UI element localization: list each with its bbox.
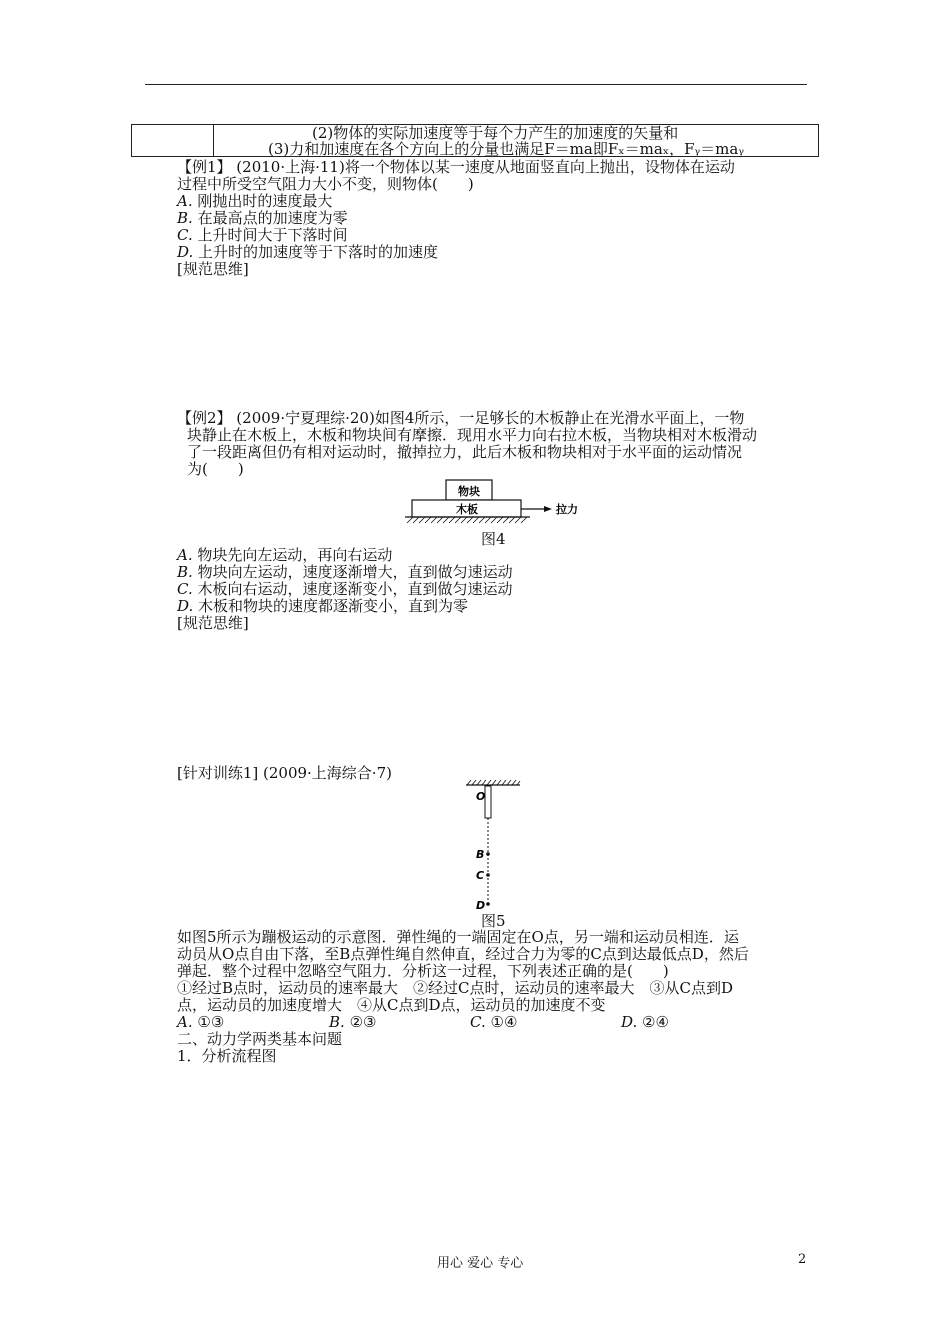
training1-line3: 弹起．整个过程中忽略空气阻力．分析这一过程，下列表述正确的是( ): [177, 962, 669, 980]
example1-line1: 【例1】 (2010·上海·11)将一个物体以某一速度从地面竖直向上抛出，设物体在运动: [177, 158, 735, 176]
figure-5: [463, 778, 523, 913]
example1-option-b: B. 在最高点的加速度为零: [177, 209, 348, 227]
section2-item1: 1．分析流程图: [177, 1047, 277, 1065]
point-b: [486, 852, 490, 856]
footer-slogan: 用心 爱心 专心: [437, 1256, 524, 1271]
force-label: 拉力: [556, 503, 578, 516]
figure-5-caption: 图5: [481, 912, 506, 930]
point-d: [486, 902, 490, 906]
example2-option-b: B. 物块向左运动，速度逐渐增大，直到做匀速运动: [177, 563, 513, 581]
page-number: 2: [798, 1252, 807, 1267]
training1-line1: 如图5所示为蹦极运动的示意图．弹性绳的一端固定在O点，另一端和运动员相连．运: [177, 928, 739, 946]
training1-header: [针对训练1] (2009·上海综合·7): [177, 764, 392, 782]
example2-thinking: [规范思维]: [177, 614, 249, 632]
figure-4: [400, 476, 600, 526]
training1-option-c: C. ①④: [470, 1013, 518, 1031]
training1-option-a: A. ①③: [177, 1013, 225, 1031]
training1-option-d: D. ②④: [621, 1013, 669, 1031]
force-arrow-head: [544, 506, 552, 512]
example1-line2: 过程中所受空气阻力大小不变，则物体( ): [177, 175, 474, 193]
example2-line4: 为( ): [187, 460, 244, 478]
header-rule: [145, 84, 807, 85]
table-column-divider: [213, 125, 214, 156]
label-o: O: [476, 790, 486, 803]
jumper-rect: [485, 786, 491, 818]
example2-line2: 块静止在木板上，木板和物块间有摩擦．现用水平力向右拉木板，当物块相对木板滑动: [187, 426, 758, 444]
example1-thinking: [规范思维]: [177, 260, 249, 278]
board-label: 木板: [456, 503, 478, 516]
figure-4-caption: 图4: [481, 530, 506, 548]
example1-option-a: A. 刚抛出时的速度最大: [177, 192, 333, 210]
table-row-3: (3)力和加速度在各个方向上的分量也满足F＝ma即Fₓ＝maₓ，Fᵧ＝maᵧ: [268, 140, 744, 158]
example2-line3: 了一段距离但仍有相对运动时，撤掉拉力，此后木板和物块相对于水平面的运动情况: [187, 443, 743, 461]
training1-line5: 点，运动员的加速度增大 ④从C点到D点，运动员的加速度不变: [177, 996, 606, 1014]
example2-option-a: A. 物块先向左运动，再向右运动: [177, 546, 393, 564]
section2-title: 二、动力学两类基本问题: [177, 1030, 343, 1048]
ceiling-hatch: [467, 780, 520, 785]
table-row-2: (2)物体的实际加速度等于每个力产生的加速度的矢量和: [312, 124, 679, 142]
training1-line2: 动员从O点自由下落，至B点弹性绳自然伸直，经过合力为零的C点到达最低点D，然后: [177, 945, 749, 963]
example2-option-d: D. 木板和物块的速度都逐渐变小，直到为零: [177, 597, 469, 615]
label-d: D: [476, 899, 486, 912]
example1-option-c: C. 上升时间大于下落时间: [177, 226, 348, 244]
label-c: C: [476, 869, 485, 882]
point-c: [486, 873, 490, 877]
label-b: B: [476, 848, 485, 861]
example1-option-d: D. 上升时的加速度等于下落时的加速度: [177, 243, 439, 261]
example2-option-c: C. 木板向右运动，速度逐渐变小，直到做匀速运动: [177, 580, 513, 598]
training1-line4: ①经过B点时，运动员的速率最大 ②经过C点时，运动员的速率最大 ③从C点到D: [177, 979, 734, 997]
ground-hatch: [407, 517, 527, 523]
block-label: 物块: [458, 485, 480, 498]
example2-line1: 【例2】 (2009·宁夏理综·20)如图4所示，一足够长的木板静止在光滑水平面上，一物: [177, 409, 745, 427]
training1-option-b: B. ②③: [329, 1013, 377, 1031]
